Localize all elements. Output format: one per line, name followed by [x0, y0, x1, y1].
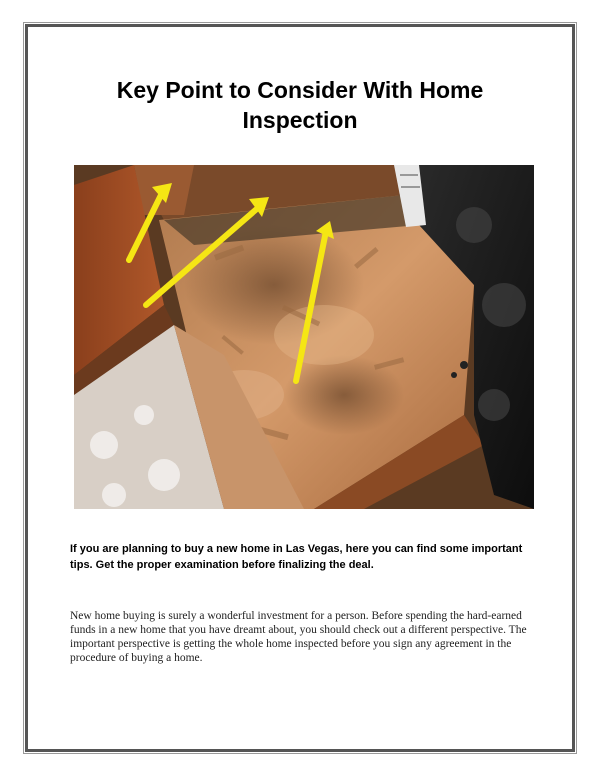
document-page [25, 24, 575, 752]
body-paragraph: New home buying is surely a wonderful investment for a person. Before spending the hard-earned funds in a new home that you have dreamt about, you should check out a different perspective. The important perspective is getting the whole home inspected before you sign any agreement in the procedure of buying a home. [70, 610, 527, 664]
page-title: Key Point to Consider With Home Inspection [116, 77, 484, 133]
inspection-photo [74, 165, 534, 509]
lead-paragraph: If you are planning to buy a new home in Las Vegas, here you can find some important tips. Get the proper examination before finalizing the deal. [70, 543, 523, 571]
